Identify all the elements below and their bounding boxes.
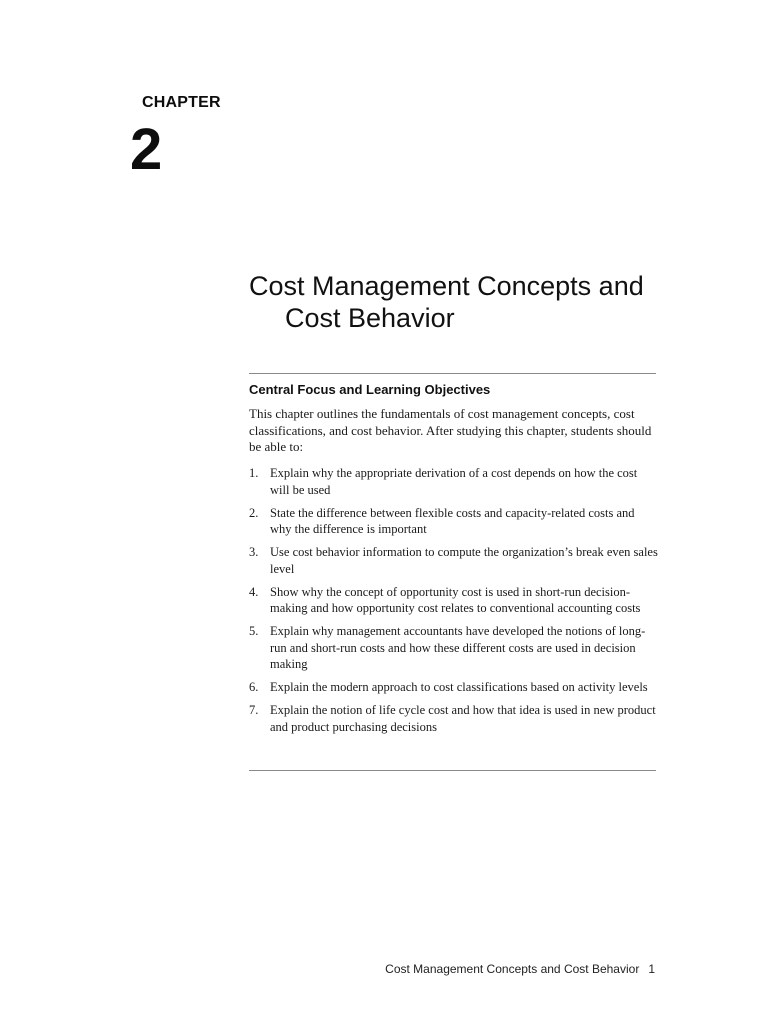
list-item xyxy=(249,465,659,498)
chapter-title xyxy=(249,270,669,334)
running-title: Cost Management Concepts and Cost Behavior xyxy=(385,962,640,976)
list-item-text: Use cost behavior information to compute the organization’s break even sales level xyxy=(270,545,658,576)
list-item xyxy=(249,584,659,617)
list-item-number: 1. xyxy=(249,466,259,480)
list-item-text: Explain the notion of life cycle cost and how that idea is used in new product and product purchasing decisions xyxy=(270,703,656,734)
list-item-text: Show why the concept of opportunity cost is used in short-run decision-making and how opportunity cost relates to conventional accounting costs xyxy=(270,584,641,615)
chapter-title-line-1: Cost Management Concepts and xyxy=(249,271,644,301)
chapter-number: 2 xyxy=(130,117,163,182)
learning-objectives-list xyxy=(249,465,659,742)
list-item xyxy=(249,623,659,673)
list-item-number: 3. xyxy=(249,545,259,559)
chapter-title-line-2: Cost Behavior xyxy=(285,303,455,333)
list-item-number: 2. xyxy=(249,505,259,520)
list-item xyxy=(249,702,659,735)
list-item-text: State the difference between flexible costs and capacity-related costs and why the difference is important xyxy=(270,505,635,536)
section-divider-bottom xyxy=(249,770,656,771)
list-item xyxy=(249,505,659,538)
list-item-text: Explain why the appropriate derivation of a cost depends on how the cost will be used xyxy=(270,466,638,497)
list-item-number: 5. xyxy=(249,624,259,638)
intro-paragraph: This chapter outlines the fundamentals of cost management concepts, cost classifications, and cost behavior. After studying this chapter, students should be able to: xyxy=(249,406,652,454)
section-divider-top xyxy=(249,373,656,374)
list-item-number: 7. xyxy=(249,703,259,717)
list-item xyxy=(249,679,659,696)
list-item xyxy=(249,544,659,577)
page-footer xyxy=(385,962,655,976)
list-item-number: 6. xyxy=(249,680,259,694)
objectives-heading: Central Focus and Learning Objectives xyxy=(249,382,491,397)
page-number: 1 xyxy=(648,962,655,976)
chapter-label: CHAPTER xyxy=(142,94,221,111)
list-item-text: Explain the modern approach to cost classifications based on activity levels xyxy=(270,680,648,694)
list-item-number: 4. xyxy=(249,584,259,599)
list-item-text: Explain why management accountants have developed the notions of long-run and short-run costs and how these different costs are used in decision making xyxy=(270,624,646,671)
